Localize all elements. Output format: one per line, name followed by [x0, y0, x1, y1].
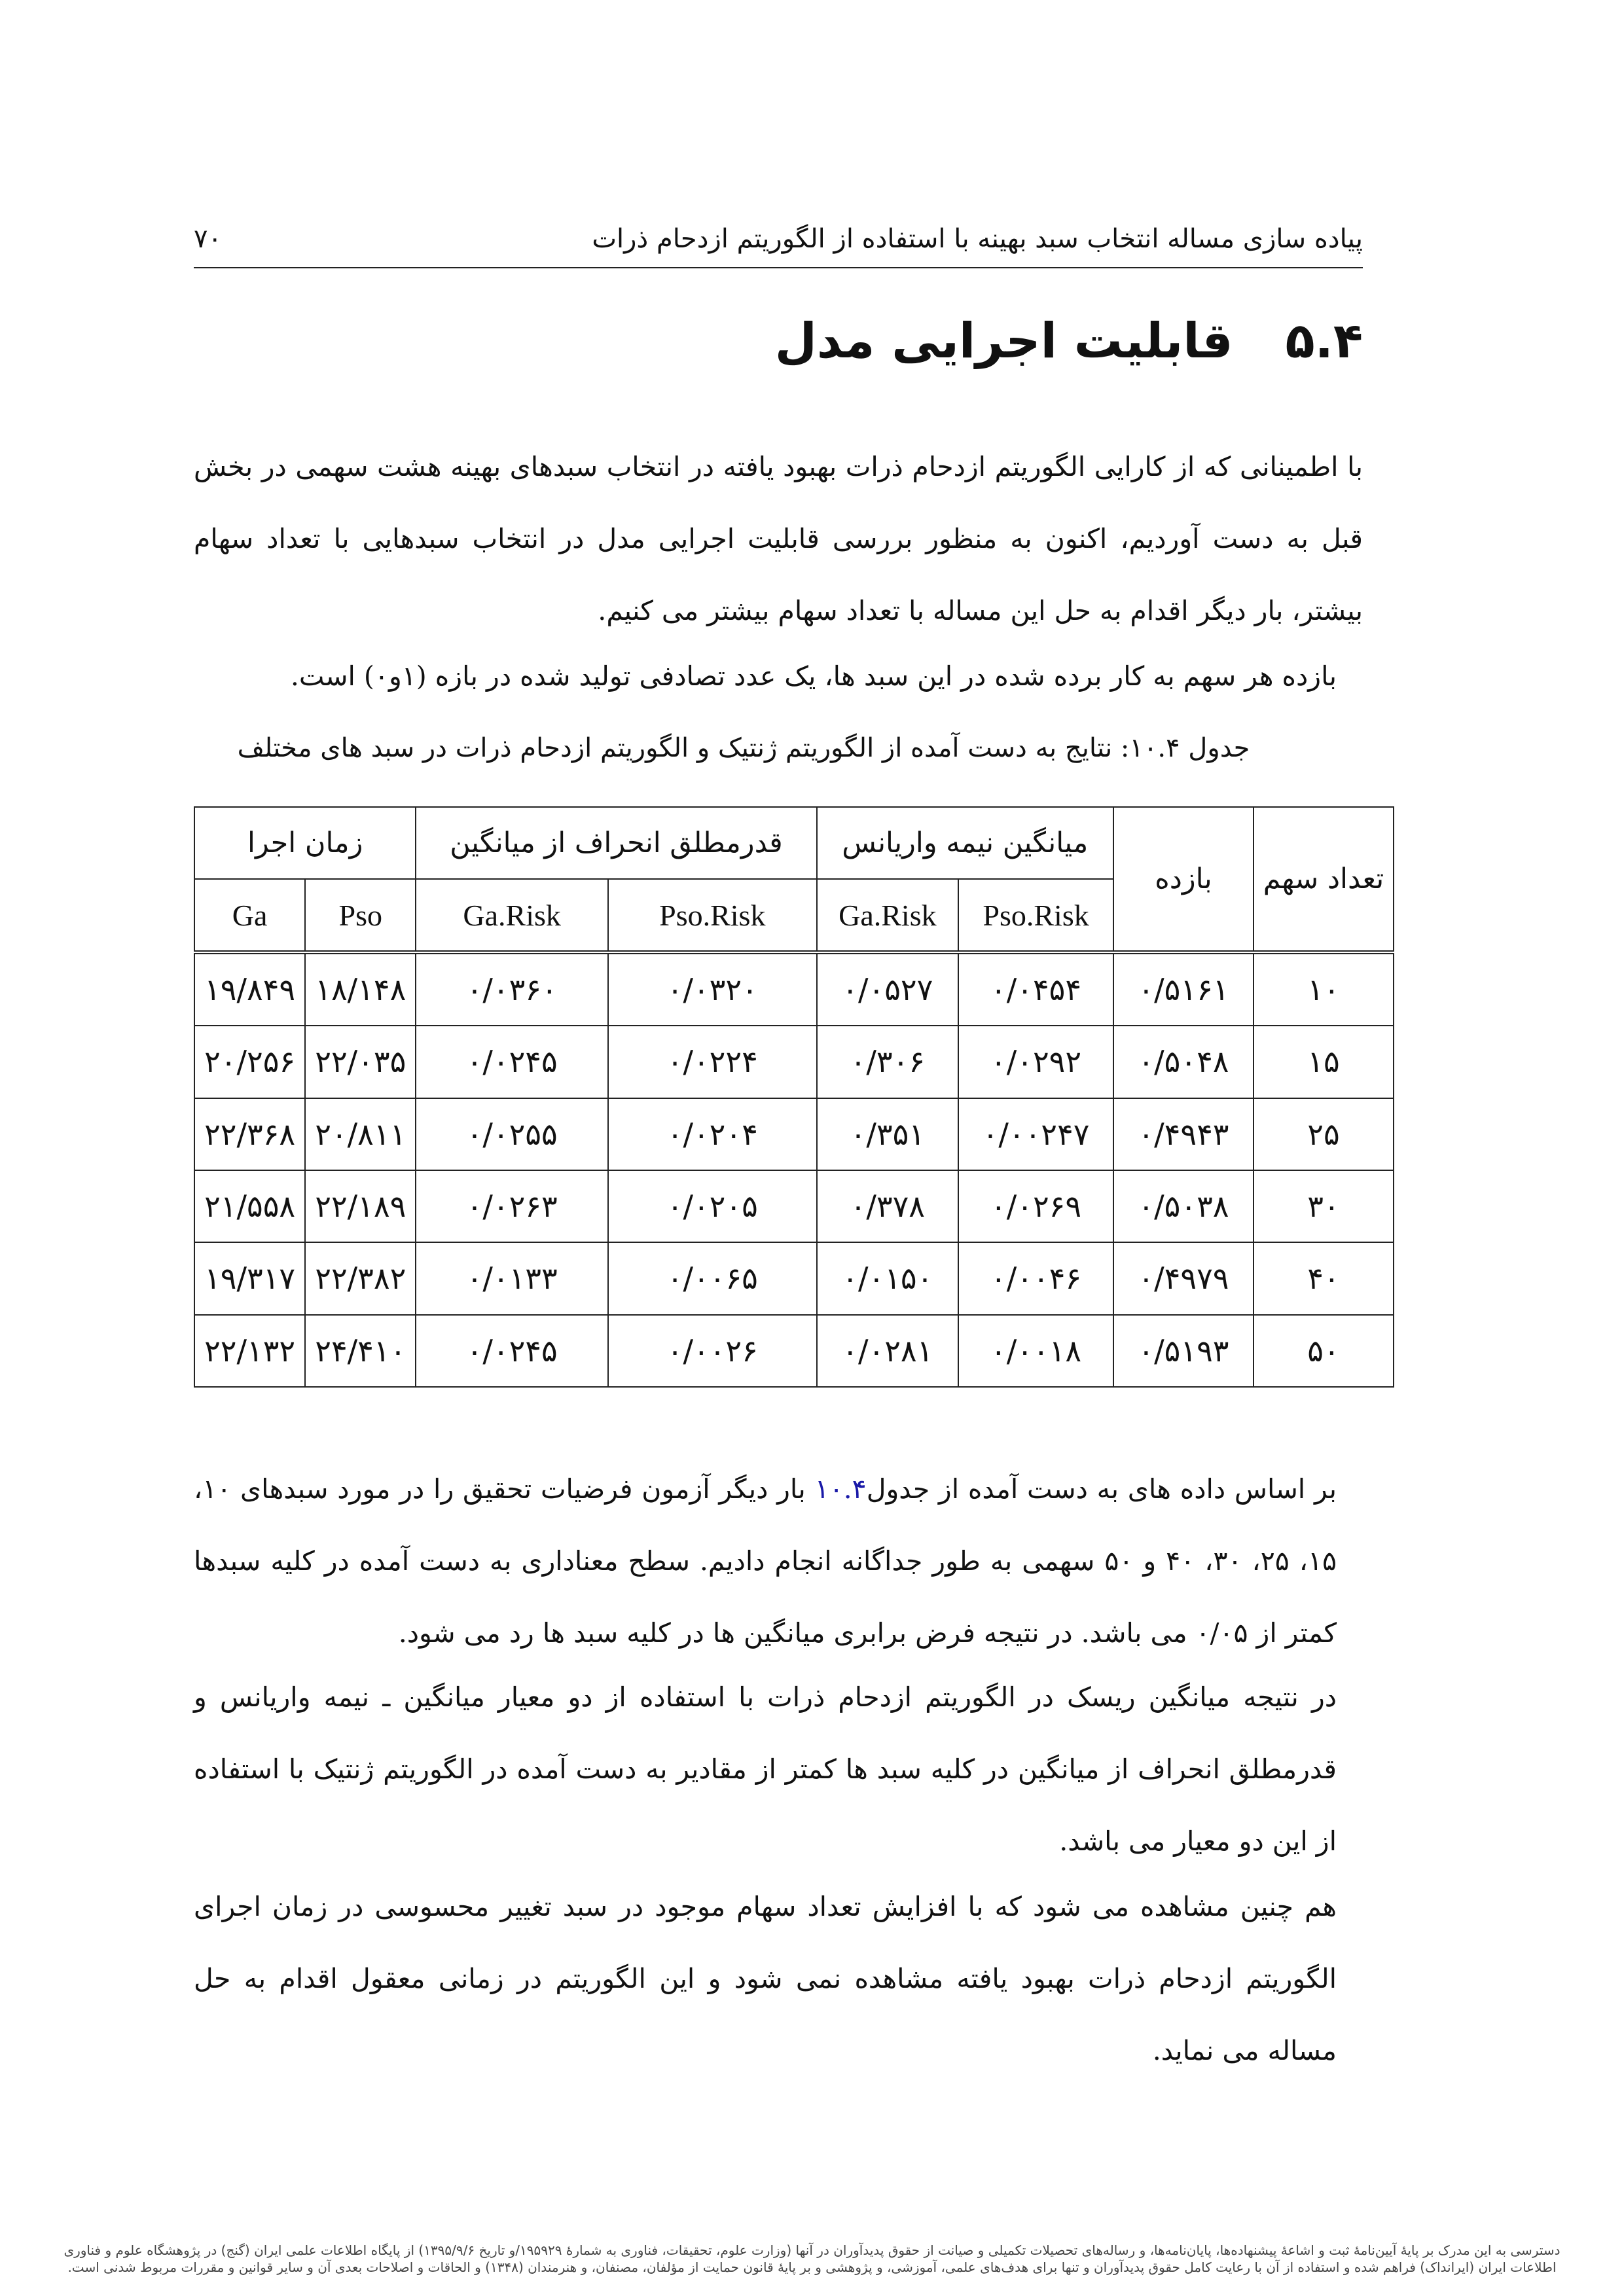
- cell-time-ga: ۲۰/۲۵۶: [194, 1026, 305, 1098]
- cell-num-stocks: ۱۰: [1254, 952, 1394, 1026]
- cell-sv-ga: ۰/۰۲۸۱: [817, 1315, 959, 1387]
- cell-mad-ga: ۰/۰۱۳۳: [416, 1242, 608, 1314]
- header-mad: قدرمطلق انحراف از میانگین: [416, 807, 816, 879]
- results-table: [194, 806, 1394, 1388]
- cell-mad-pso: ۰/۰۲۲۴: [608, 1026, 817, 1098]
- header-title: پیاده سازی مساله انتخاب سبد بهینه با استفاده از الگوریتم ازدحام ذرات: [592, 224, 1363, 254]
- cell-sv-pso: ۰/۰۲۶۹: [958, 1170, 1113, 1242]
- cell-time-ga: ۲۲/۱۳۲: [194, 1315, 305, 1387]
- cell-return: ۰/۵۱۶۱: [1113, 952, 1254, 1026]
- paragraph-text: بر اساس داده های به دست آمده از جدول: [866, 1473, 1337, 1505]
- header-time-ga: Ga: [194, 879, 305, 952]
- page-number: ۷۰: [194, 224, 222, 254]
- header-runtime: زمان اجرا: [194, 807, 416, 879]
- cell-sv-ga: ۰/۳۰۶: [817, 1026, 959, 1098]
- table-row: [194, 1242, 1394, 1314]
- table-row: [194, 952, 1394, 1026]
- cell-time-ga: ۲۲/۳۶۸: [194, 1098, 305, 1170]
- paragraph-conclusion-risk: در نتیجه میانگین ریسک در الگوریتم ازدحام ذرات با استفاده از دو معیار میانگین ـ نیمه واریانس و قدرمطلق انحراف از میانگین در کلیه سبد ها کمتر از مقادیر به دست آمده در الگوریتم ژنتیک با استفاده از این دو معیار می باشد.: [194, 1681, 1337, 1857]
- header-time-pso: Pso: [305, 879, 416, 952]
- paragraph-intro: با اطمینانی که از کارایی الگوریتم ازدحام ذرات بهبود یافته در انتخاب سبدهای بهینه هشت سهمی در بخش قبل به دست آوردیم، اکنون به منظور بررسی قابلیت اجرایی مدل در انتخاب سبدهایی با تعداد سهام بیشتر، بار دیگر اقدام به حل این مساله با تعداد سهام بیشتر می کنیم.: [194, 451, 1363, 626]
- running-header: [194, 216, 1363, 268]
- paragraph-text: بار دیگر آزمون فرضیات تحقیق را در مورد سبدهای ۱۰، ۱۵، ۲۵، ۳۰، ۴۰ و ۵۰ سهمی به طور جداگانه انجام دادیم. سطح معناداری به دست آمده در کلیه سبدها کمتر از ۰/۰۵ می باشد. در نتیجه فرض برابری میانگین ها در کلیه سبد ها رد می شود.: [194, 1473, 1337, 1649]
- header-num-stocks: تعداد سهم: [1254, 807, 1394, 952]
- cell-num-stocks: ۱۵: [1254, 1026, 1394, 1098]
- cell-time-ga: ۱۹/۳۱۷: [194, 1242, 305, 1314]
- cell-mad-ga: ۰/۰۲۶۳: [416, 1170, 608, 1242]
- cell-return: ۰/۵۰۳۸: [1113, 1170, 1254, 1242]
- cell-mad-pso: ۰/۰۰۲۶: [608, 1315, 817, 1387]
- cell-mad-ga: ۰/۰۳۶۰: [416, 952, 608, 1026]
- header-mad-pso: Pso.Risk: [608, 879, 817, 952]
- cell-time-ga: ۱۹/۸۴۹: [194, 952, 305, 1026]
- cell-return: ۰/۴۹۷۹: [1113, 1242, 1254, 1314]
- section-title: قابلیت اجرایی مدل: [774, 313, 1233, 369]
- cell-num-stocks: ۲۵: [1254, 1098, 1394, 1170]
- cell-sv-pso: ۰/۰۰۲۴۷: [958, 1098, 1113, 1170]
- cell-mad-ga: ۰/۰۲۴۵: [416, 1026, 608, 1098]
- cell-time-ga: ۲۱/۵۵۸: [194, 1170, 305, 1242]
- cell-time-pso: ۲۰/۸۱۱: [305, 1098, 416, 1170]
- copyright-footer: [10, 2242, 1614, 2276]
- cell-num-stocks: ۵۰: [1254, 1315, 1394, 1387]
- cell-sv-ga: ۰/۰۵۲۷: [817, 952, 959, 1026]
- cell-return: ۰/۵۱۹۳: [1113, 1315, 1254, 1387]
- cell-return: ۰/۵۰۴۸: [1113, 1026, 1254, 1098]
- cell-sv-ga: ۰/۳۵۱: [817, 1098, 959, 1170]
- cell-mad-ga: ۰/۰۲۵۵: [416, 1098, 608, 1170]
- paragraph-hypothesis: [194, 1453, 1363, 1669]
- cell-time-pso: ۱۸/۱۴۸: [305, 952, 416, 1026]
- table-row: [194, 1315, 1394, 1387]
- table-reference-link[interactable]: ۱۰.۴: [814, 1473, 867, 1505]
- table-caption: جدول ۱۰.۴: نتایج به دست آمده از الگوریتم ژنتیک و الگوریتم ازدحام ذرات در سبد های مختلف: [237, 733, 1250, 763]
- cell-sv-pso: ۰/۰۰۴۶: [958, 1242, 1113, 1314]
- header-semivariance: میانگین نیمه واریانس: [817, 807, 1113, 879]
- cell-sv-pso: ۰/۰۰۱۸: [958, 1315, 1113, 1387]
- cell-time-pso: ۲۲/۰۳۵: [305, 1026, 416, 1098]
- table-row: [194, 1026, 1394, 1098]
- section-heading: [775, 313, 1363, 369]
- table-row: [194, 1098, 1394, 1170]
- header-return: بازده: [1113, 807, 1254, 952]
- header-sv-ga: Ga.Risk: [817, 879, 959, 952]
- section-number: ۵.۴: [1285, 313, 1363, 369]
- cell-time-pso: ۲۴/۴۱۰: [305, 1315, 416, 1387]
- paragraph-returns: بازده هر سهم به کار برده شده در این سبد ها، یک عدد تصادفی تولید شده در بازه (۱و۰) است.: [290, 660, 1337, 692]
- footer-line: دسترسی به این مدرک بر پایهٔ آیین‌نامهٔ ثبت و اشاعهٔ پیشنهاده‌ها، پایان‌نامه‌ها، و رساله‌های تحصیلات تکمیلی و صیانت از حقوق پدیدآوران در آنها (وزارت علوم، تحقیقات، فناوری به شمارهٔ ۱۹۵۹۲۹/و تاریخ ۱۳۹۵/۹/۶) از پایگاه اطلاعات علمی ایران (گنج) در پژوهشگاه علوم و فناوری: [63, 2242, 1561, 2258]
- cell-sv-pso: ۰/۰۴۵۴: [958, 952, 1113, 1026]
- cell-mad-pso: ۰/۰۰۶۵: [608, 1242, 817, 1314]
- cell-time-pso: ۲۲/۱۸۹: [305, 1170, 416, 1242]
- header-sv-pso: Pso.Risk: [958, 879, 1113, 952]
- cell-time-pso: ۲۲/۳۸۲: [305, 1242, 416, 1314]
- cell-sv-pso: ۰/۰۲۹۲: [958, 1026, 1113, 1098]
- table-row: [194, 1170, 1394, 1242]
- cell-sv-ga: ۰/۳۷۸: [817, 1170, 959, 1242]
- cell-mad-pso: ۰/۰۲۰۵: [608, 1170, 817, 1242]
- cell-num-stocks: ۴۰: [1254, 1242, 1394, 1314]
- header-mad-ga: Ga.Risk: [416, 879, 608, 952]
- cell-mad-pso: ۰/۰۲۰۴: [608, 1098, 817, 1170]
- cell-num-stocks: ۳۰: [1254, 1170, 1394, 1242]
- footer-line: اطلاعات ایران (ایرانداک) فراهم شده و استفاده از آن با رعایت کامل حقوق پدیدآوران و تنها برای هدف‌های علمی، آموزشی، و پژوهشی و بر پایهٔ قانون حمایت از مؤلفان، مصنفان، و هنرمندان (۱۳۴۸) و الحاقات و اصلاحات بعدی آن و سایر قوانین و مقررات مربوط شدنی است.: [67, 2259, 1557, 2275]
- paragraph-conclusion-time: هم چنین مشاهده می شود که با افزایش تعداد سهام موجود در سبد تغییر محسوسی در زمان اجرای الگوریتم ازدحام ذرات بهبود یافته مشاهده نمی شود و این الگوریتم در زمانی معقول اقدام به حل مساله می نماید.: [194, 1891, 1337, 2066]
- cell-return: ۰/۴۹۴۳: [1113, 1098, 1254, 1170]
- cell-mad-pso: ۰/۰۳۲۰: [608, 952, 817, 1026]
- cell-mad-ga: ۰/۰۲۴۵: [416, 1315, 608, 1387]
- cell-sv-ga: ۰/۰۱۵۰: [817, 1242, 959, 1314]
